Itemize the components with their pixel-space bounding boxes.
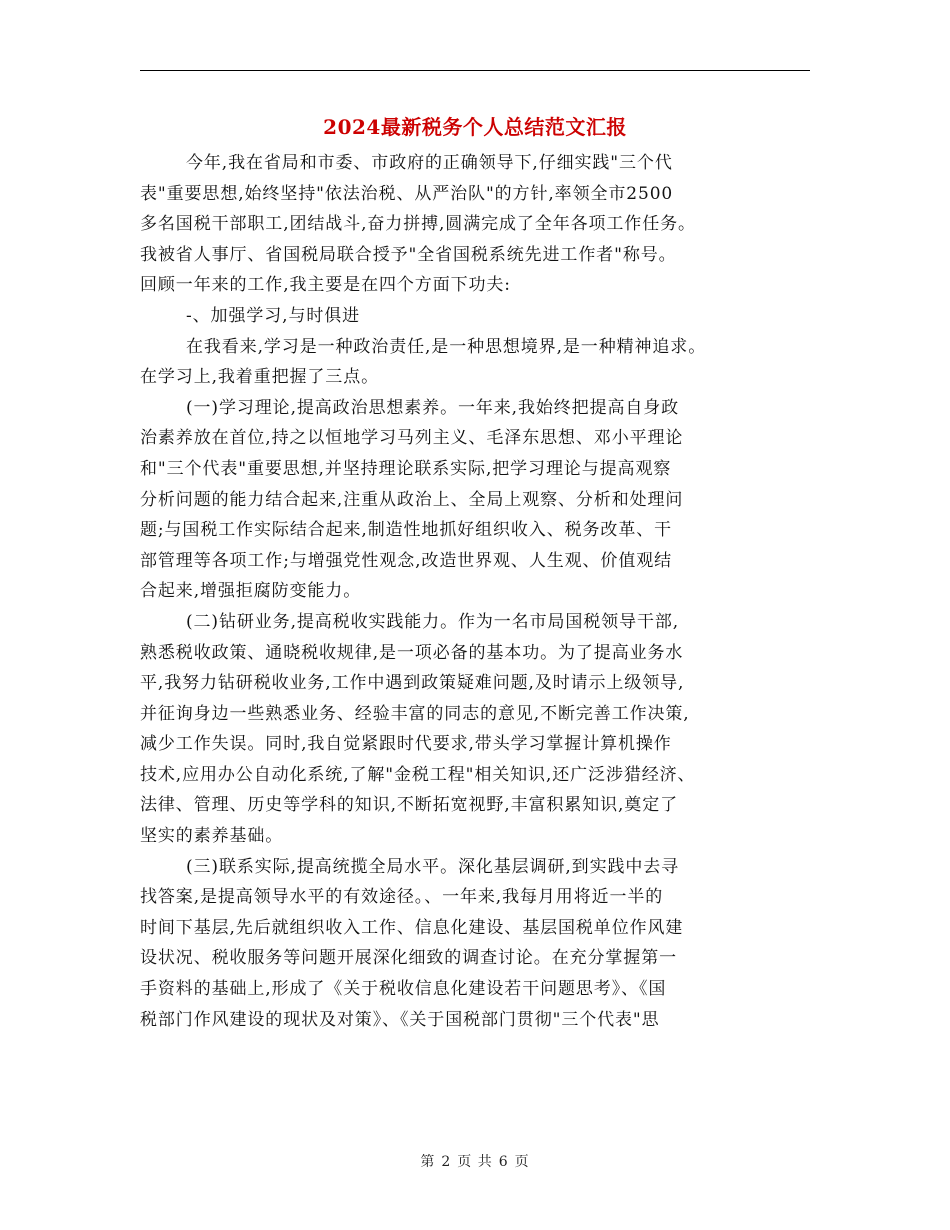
paragraph-line: 手资料的基础上,形成了《关于税收信息化建设若干问题思考》、《国 (140, 979, 667, 1000)
document-title: 2024最新税务个人总结范文汇报 (323, 115, 627, 139)
paragraph-line: 今年,我在省局和市委、市政府的正确领导下,仔细实践"三个代 (186, 153, 673, 173)
page-label-prefix: 第 (420, 1154, 436, 1170)
paragraph-line: 治素养放在首位,持之以恒地学习马列主义、毛泽东思想、邓小平理论 (140, 428, 684, 449)
paragraph-line: 和"三个代表"重要思想,并坚持理论联系实际,把学习理论与提高观察 (140, 458, 672, 479)
paragraph-line: 表"重要思想,始终坚持"依法治税、从严治队"的方针,率领全市2500 (140, 183, 674, 204)
paragraph-line: 回顾一年来的工作,我主要是在四个方面下功夫: (140, 275, 511, 296)
section-heading: -、加强学习,与时俱进 (186, 305, 361, 326)
paragraph-line: 设状况、税收服务等问题开展深化细致的调查讨论。在充分掌握第一 (140, 948, 677, 969)
paragraph-line: 多名国税干部职工,团结战斗,奋力拼搏,圆满完成了全年各项工作任务。 (140, 214, 696, 235)
paragraph-line: (二)钻研业务,提高税收实践能力。作为一名市局国税领导干部, (186, 611, 680, 632)
paragraph-line: 题;与国税工作实际结合起来,制造性地抓好组织收入、税务改革、干 (140, 520, 673, 541)
paragraph-line: (一)学习理论,提高政治思想素养。一年来,我始终把提高自身政 (186, 397, 680, 418)
paragraph-line: 坚实的素养基础。 (140, 826, 284, 847)
paragraph-line: 我被省人事厅、省国税局联合授予"全省国税系统先进工作者"称号。 (140, 244, 677, 265)
paragraph-line: 找答案,是提高领导水平的有效途径。、一年来,我每月用将近一半的 (140, 887, 664, 908)
paragraph-line: 合起来,增强拒腐防变能力。 (140, 581, 362, 602)
current-page-number: 2 (441, 1154, 452, 1170)
document-body (140, 148, 820, 1035)
page-footer (0, 1152, 950, 1172)
total-pages-number: 6 (498, 1154, 509, 1170)
paragraph-line: 在学习上,我着重把握了三点。 (140, 367, 380, 388)
paragraph-line: 时间下基层,先后就组织收入工作、信息化建设、基层国税单位作风建 (140, 917, 684, 938)
paragraph-line: 平,我努力钻研税收业务,工作中遇到政策疑难问题,及时请示上级领导, (140, 673, 685, 694)
paragraph-line: 分析问题的能力结合起来,注重从政治上、全局上观察、分析和处理问 (140, 489, 684, 510)
paragraph-line: 税部门作风建设的现状及对策》、《关于国税部门贯彻"三个代表"思 (140, 1009, 660, 1030)
header-rule (140, 70, 810, 71)
paragraph-line: 熟悉税收政策、通晓税收规律,是一项必备的基本功。为了提高业务水 (140, 642, 684, 663)
paragraph-line: (三)联系实际,提高统揽全局水平。深化基层调研,到实践中去寻 (186, 856, 680, 877)
paragraph-line: 在我看来,学习是一种政治责任,是一种思想境界,是一种精神追求。 (186, 336, 707, 357)
paragraph-line: 部管理等各项工作;与增强党性观念,改造世界观、人生观、价值观结 (140, 550, 673, 571)
paragraph-line: 技术,应用办公自动化系统,了解"金税工程"相关知识,还广泛涉猎经济、 (140, 764, 696, 785)
paragraph-line: 并征询身边一些熟悉业务、经验丰富的同志的意见,不断完善工作决策, (140, 703, 690, 724)
page-label-mid: 页 共 (457, 1154, 493, 1170)
paragraph-line: 法律、管理、历史等学科的知识,不断拓宽视野,丰富积累知识,奠定了 (140, 795, 679, 816)
paragraph-line: 减少工作失误。同时,我自觉紧跟时代要求,带头学习掌握计算机操作 (140, 734, 672, 755)
page-label-suffix: 页 (514, 1154, 530, 1170)
